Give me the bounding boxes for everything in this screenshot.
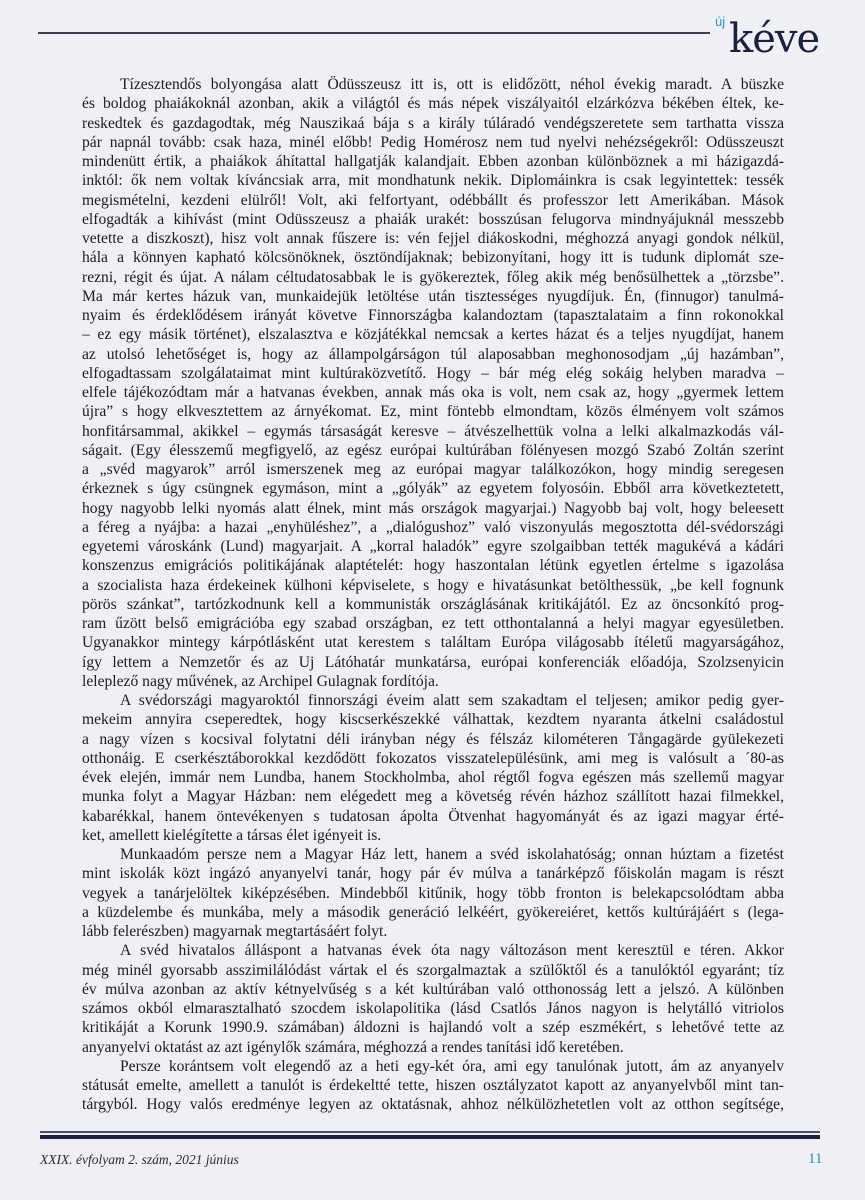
text-line: munka folyt a Magyar Házban: nem elégedett meg a követség révén házhoz szállított hazai filmekkel, bbox=[82, 788, 784, 806]
text-line: hála a könnyen kapható kölcsönöknek, ösztöndíjaknak; bebizonyítani, hogy itt is tudunk diplomát sze- bbox=[82, 249, 784, 267]
text-line: leleplező nagy művének, az Archipel Gulagnak fordítója. bbox=[82, 672, 439, 690]
text-line: ságait. (Egy élesszemű megfigyelő, az egész európai kultúrában fölényesen mozgó Szabó Zoltán szerint bbox=[82, 441, 784, 459]
text-line: újra” s hogy elkvesztettem az árnyékomat. Ez, mint föntebb elmondtam, közös élményem volt számos bbox=[82, 403, 784, 421]
text-line: a szocialista haza érdekeinek külhoni képviselete, s hogy e hivatásunkat betölthessük, „be kell fognunk bbox=[82, 576, 784, 594]
text-line: a nagy vízen s kocsival folytatni déli irányban négy és félszáz kilométeren Tångagärde gyülekezeti bbox=[82, 730, 784, 748]
text-line: a féreg a nyájba: a hazai „enyhüléshez”, a „dialógushoz” való viszonyulás megosztotta dél-svédországi bbox=[82, 518, 784, 536]
text-line: Tízesztendős bolyongása alatt Ödüsszeusz itt is, ott is elidőzött, néhol évekig maradt. A büszke bbox=[120, 76, 784, 93]
text-line: elfogadták a kihívást (mint Odüsszeusz a phaiák urakét: bosszúsan felugorva mindnyájuknál messzebb bbox=[82, 210, 784, 228]
text-line: inktól: ők nem voltak kíváncsiak arra, mit mondhatunk nekik. Diplomáinkra is csak legyintettek: tessék bbox=[82, 172, 784, 190]
article-body bbox=[82, 75, 784, 1115]
text-line: Munkaadóm persze nem a Magyar Ház lett, hanem a svéd iskolahatóság; onnan húztam a fizetést bbox=[120, 846, 784, 863]
text-line: pár napnál tovább: csak haza, minél előbb! Pedig Homérosz nem tud nyelvi nehézségekről: Odüsszeuszt bbox=[82, 133, 784, 151]
footer-rule-thick bbox=[40, 1135, 820, 1139]
text-line: így lettem a Nemzetőr és az Uj Látóhatár munkatársa, európai konferenciák előadója, Szolzsenyicin bbox=[82, 653, 784, 671]
text-line: Ugyanakkor mintegy kárpótlásként utat kerestem s találtam Európa világosabb ítéletű magyarságához, bbox=[82, 634, 784, 652]
text-line: a „svéd magyarok” arról ismerszenek meg az európai magyar találkozókon, hogy mindig seregesen bbox=[82, 461, 784, 478]
text-line: A svédországi magyaroktól finnországi éveim alatt sem szakadtam el teljesen; amikor pedig gyer- bbox=[120, 692, 784, 709]
text-line: A svéd hivatalos álláspont a hatvanas évek óta nagy változáson ment keresztül e téren. Akkor bbox=[120, 942, 784, 960]
text-line: mint iskolák közt ingázó anyanyelvi tanár, hogy pár év múlva a tanárképző főiskolán magam is részt bbox=[82, 865, 784, 883]
text-line: ram űzött belső emigrációba egy szabad országban, ez tett otthontalanná a helyi magyar egyesületben. bbox=[82, 615, 784, 632]
issue-info: XXIX. évfolyam 2. szám, 2021 június bbox=[40, 1152, 239, 1167]
text-line: tárgyból. Hogy valós eredménye legyen az oktatásnak, ahhoz nélkülözhetetlen volt az otthon segítsége, bbox=[82, 1096, 784, 1114]
paragraph bbox=[82, 941, 784, 1057]
text-line: számos okból elmarasztalható szocdem iskolapolitika (lásd Csatlós János nagyon is helytálló vitriolos bbox=[82, 1000, 784, 1017]
text-line: – ez egy másik történet), elszalasztva e közjátékkal nemcsak a kertes házat és a teljes nyugdíjat, hanem bbox=[82, 326, 784, 344]
paragraph bbox=[82, 1057, 784, 1115]
text-line: kabarékkal, hanem öntevékenyen s tudatosan ápolta Ötvenhat hagyományát és az igazi magyar érté- bbox=[82, 807, 784, 825]
text-line: kritikáját a Korunk 1990.9. számában) áldozni is hajlandó volt a szép eszmékért, s lehetővé tette az bbox=[82, 1019, 784, 1037]
text-line: a küzdelembe és munkába, mely a második generáció lelkéért, gyökereiéret, kettős kultúrájáért s (lega- bbox=[82, 903, 784, 921]
text-line: és boldog phaiákoknál azonban, akik a világtól és más népek viszályaitól elzárkózva békében éltek, ke- bbox=[82, 95, 784, 113]
text-line: érkeznek s úgy csüngnek egymáson, mint a „gólyák” az egyetem folyosóin. Ebből arra következtetett, bbox=[82, 480, 784, 498]
text-line: mindenütt értik, a phaiákok áhítattal hallgatják kalandjait. Ebben azonban különböznek a mi házigazdá- bbox=[82, 153, 784, 170]
text-line: pörös szánkat”, tartózkodnunk kell a kommunisták országlásának kritikájától. Ez az öncsonkító prog- bbox=[82, 595, 784, 613]
text-line: évek elején, immár nem Lundba, hanem Stockholmba, ahol régtől fogva egészen más szellemű magyar bbox=[82, 769, 784, 786]
page-number: 11 bbox=[808, 1151, 823, 1167]
text-line: Persze korántsem volt elegendő az a heti egy-két óra, ami egy tanulónak jutott, ám az anyanyelv bbox=[120, 1057, 784, 1075]
text-line: hogy nagyobb lelki nyomás alatt élnek, mint más országok magyarjai.) Nagyobb baj volt, hogy beleesett bbox=[82, 499, 784, 517]
paragraph bbox=[82, 691, 784, 845]
text-line: elfele tájékozódtam már a hatvanas években, annak más oka is volt, nem csak az, hogy „gyermek lettem bbox=[82, 384, 784, 401]
text-line: ket, amellett kielégítette a társas élet igényeit is. bbox=[82, 826, 382, 844]
text-line: rezni, régit és újat. A nálam céltudatosabbak le is gyökereztek, főleg akik még benősülhettek a „törzsbe”. bbox=[82, 268, 784, 286]
logo-small-text: új bbox=[715, 14, 726, 29]
paragraph bbox=[82, 845, 784, 941]
text-line: vegyek a tanárjelöltek kiképzésében. Mindebből kitűnik, hogy több fronton is belekapcsolódtam abba bbox=[82, 884, 784, 902]
text-line: anyanyelvi oktatást az azt igénylők számára, méghozzá a rendes tanítási idő keretében. bbox=[82, 1038, 624, 1056]
text-line: még minél gyorsabb asszimilálódást vártak el és szorgalmaztak a szülőktől és a tanulóktól egyaránt; tíz bbox=[82, 961, 784, 979]
text-line: státusát emelte, amellett a tanulót is érdekeltté tette, hiszen osztályzatot kapott az anyanyelvből mint tan- bbox=[82, 1077, 784, 1094]
text-line: reskedtek és gazdagodtak, még Nauszikaá bája s a király túláradó vendégszeretete sem tarthatta vissza bbox=[82, 114, 784, 132]
text-line: otthonáig. E cserkésztáborokkal kezdődött fokozatos visszatelepülésünk, ami meg is valósult a ´80-as bbox=[82, 749, 784, 767]
logo-main-text: kéve bbox=[729, 16, 820, 62]
text-line: elfogadtassam szolgálataimat mint kultúraközvetítő. Hogy – bár még elég sokáig helyben maradva – bbox=[82, 364, 784, 382]
paragraph bbox=[82, 75, 784, 691]
text-line: nyaim és érdeklődésem irányát követve Finnországba kalandoztam (tapasztalataim a finn rokonokkal bbox=[82, 307, 784, 324]
footer-rule-thin bbox=[40, 1131, 820, 1133]
text-line: mekeim annyira cseperedtek, hogy kiscserkészekké válhattak, kezdtem nyaranta átkelni családostul bbox=[82, 711, 784, 729]
text-line: év múlva azonban az aktív kétnyelvűség s a két kultúrában való otthonosság lett a jelszó. A különben bbox=[82, 980, 784, 998]
text-line: lább felerészben) magyarnak megtartásáért folyt. bbox=[82, 923, 388, 940]
text-line: az utolsó lehetőséget is, hogy az állampolgárságon túl alaposabban meghonosodjam „új hazámban”, bbox=[82, 345, 784, 363]
text-line: honfitársammal, akikkel – egymás társaságát keresve – átvészelhettük volna a lelki alkalmazkodás vál- bbox=[82, 422, 784, 440]
text-line: vetette a diszkoszt), hisz volt annak fűszere is: vén fejjel diákoskodni, méghozzá anyagi gondok nélkül, bbox=[82, 230, 784, 247]
text-line: Ma már kertes házuk van, munkaidejük letöltése után tisztességes nyugdíjuk. Én, (finnugor) tanulmá- bbox=[82, 287, 784, 305]
text-line: egyetemi városkánk (Lund) magyarjait. A „korral haladók” egyre szolgaibban tették magukévá a kádári bbox=[82, 538, 784, 555]
header-rule bbox=[38, 32, 710, 34]
text-line: konszenzus emigrációs politikájának alaptételét: hogy haszontalan létünk egyetlen értelme s igazolása bbox=[82, 557, 784, 575]
text-line: megismételni, kezdeni elülről! Volt, aki felfortyant, odébbállt és professzor lett Amerikában. Mások bbox=[82, 191, 784, 209]
